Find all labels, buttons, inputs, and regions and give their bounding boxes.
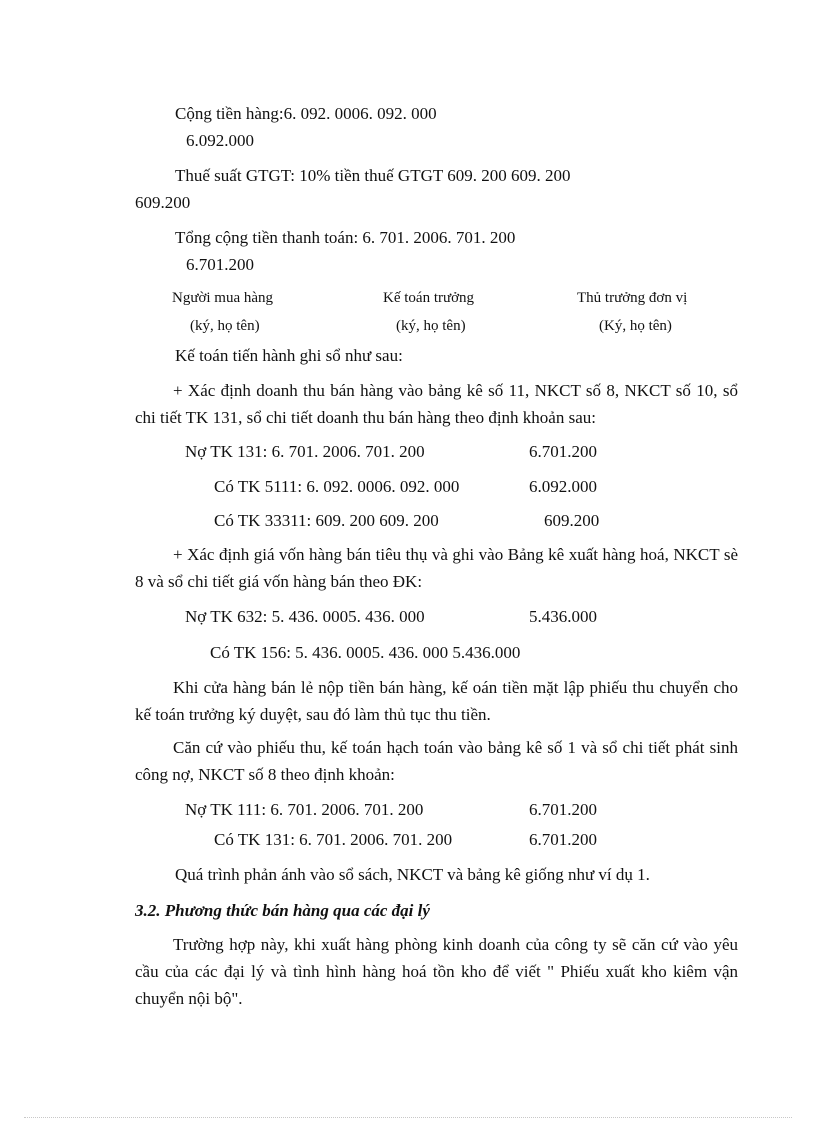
entry-no-tk-131-label: Nợ TK 131: 6. 701. 2006. 701. 200	[185, 442, 425, 461]
para-gia-von: + Xác định giá vốn hàng bán tiêu thụ và ghi vào Bảng kê xuất hàng hoá, NKCT sè 8 và sổ chi tiết giá vốn hàng bán theo ĐK:	[135, 545, 738, 591]
thue-suat-line: Thuế suất GTGT: 10% tiền thuế GTGT 609. 200 609. 200	[175, 166, 571, 185]
section-heading: 3.2. Phương thức bán hàng qua các đại lý	[135, 901, 430, 920]
entry-no-tk-632-label: Nợ TK 632: 5. 436. 0005. 436. 000	[185, 607, 425, 626]
para-can-cu: Căn cứ vào phiếu thu, kế toán hạch toán vào bảng kê số 1 và sổ chi tiết phát sinh công nợ, NKCT số 8 theo định khoản:	[135, 738, 738, 784]
entry-co-tk-33311-value: 609.200	[544, 511, 600, 530]
signature-note-buyer: (ký, họ tên)	[190, 318, 260, 334]
para-doanh-thu: + Xác định doanh thu bán hàng vào bảng kê số 11, NKCT số 8, NKCT số 10, sổ chi tiết TK 131, sổ chi tiết doanh thu bán hàng theo định khoản sau:	[135, 381, 738, 427]
entry-no-tk-111-value: 6.701.200	[529, 800, 597, 819]
signature-title-unit-head: Thủ trưởng đơn vị	[577, 290, 688, 306]
entry-no-tk-632-value: 5.436.000	[529, 607, 597, 626]
page-bottom-rule	[24, 1117, 792, 1118]
entry-co-tk-131-value: 6.701.200	[529, 830, 597, 849]
para-cua-hang: Khi cửa hàng bán lẻ nộp tiền bán hàng, kế oán tiền mặt lập phiếu thu chuyển cho kế toán trưởng ký duyệt, sau đó làm thủ tục thu tiền.	[135, 678, 738, 724]
signature-note-chief-accountant: (ký, họ tên)	[396, 318, 466, 334]
signature-title-buyer: Người mua hàng	[172, 290, 274, 306]
cong-tien-hang-value: 6.092.000	[186, 131, 254, 150]
entry-no-tk-111-label: Nợ TK 111: 6. 701. 2006. 701. 200	[185, 800, 424, 819]
entry-co-tk-33311-label: Có TK 33311: 609. 200 609. 200	[214, 511, 439, 530]
thue-value: 609.200	[135, 193, 191, 212]
cong-tien-hang-line: Cộng tiền hàng:6. 092. 0006. 092. 000	[175, 104, 437, 123]
entry-co-tk-131-label: Có TK 131: 6. 701. 2006. 701. 200	[214, 830, 453, 849]
entry-no-tk-131-value: 6.701.200	[529, 442, 597, 461]
signature-note-unit-head: (Ký, họ tên)	[599, 318, 672, 334]
tong-cong-value: 6.701.200	[186, 255, 254, 274]
entry-co-tk-5111-label: Có TK 5111: 6. 092. 0006. 092. 000	[214, 477, 460, 496]
ke-toan-ghi-so-line: Kế toán tiến hành ghi sổ như sau:	[175, 346, 403, 365]
para-truong-hop: Trường hợp này, khi xuất hàng phòng kinh doanh của công ty sẽ căn cứ vào yêu cầu của các đại lý và tình hình hàng hoá tồn kho để viết " Phiếu xuất kho kiêm vận chuyển nội bộ".	[135, 935, 738, 1008]
tong-cong-line: Tổng cộng tiền thanh toán: 6. 701. 2006. 701. 200	[175, 228, 516, 247]
signature-title-chief-accountant: Kế toán trưởng	[383, 290, 475, 306]
para-qua-trinh: Quá trình phản ánh vào sổ sách, NKCT và bảng kê giống như ví dụ 1.	[175, 865, 650, 884]
entry-co-tk-156-label: Có TK 156: 5. 436. 0005. 436. 000 5.436.000	[210, 643, 521, 662]
entry-co-tk-5111-value: 6.092.000	[529, 477, 597, 496]
